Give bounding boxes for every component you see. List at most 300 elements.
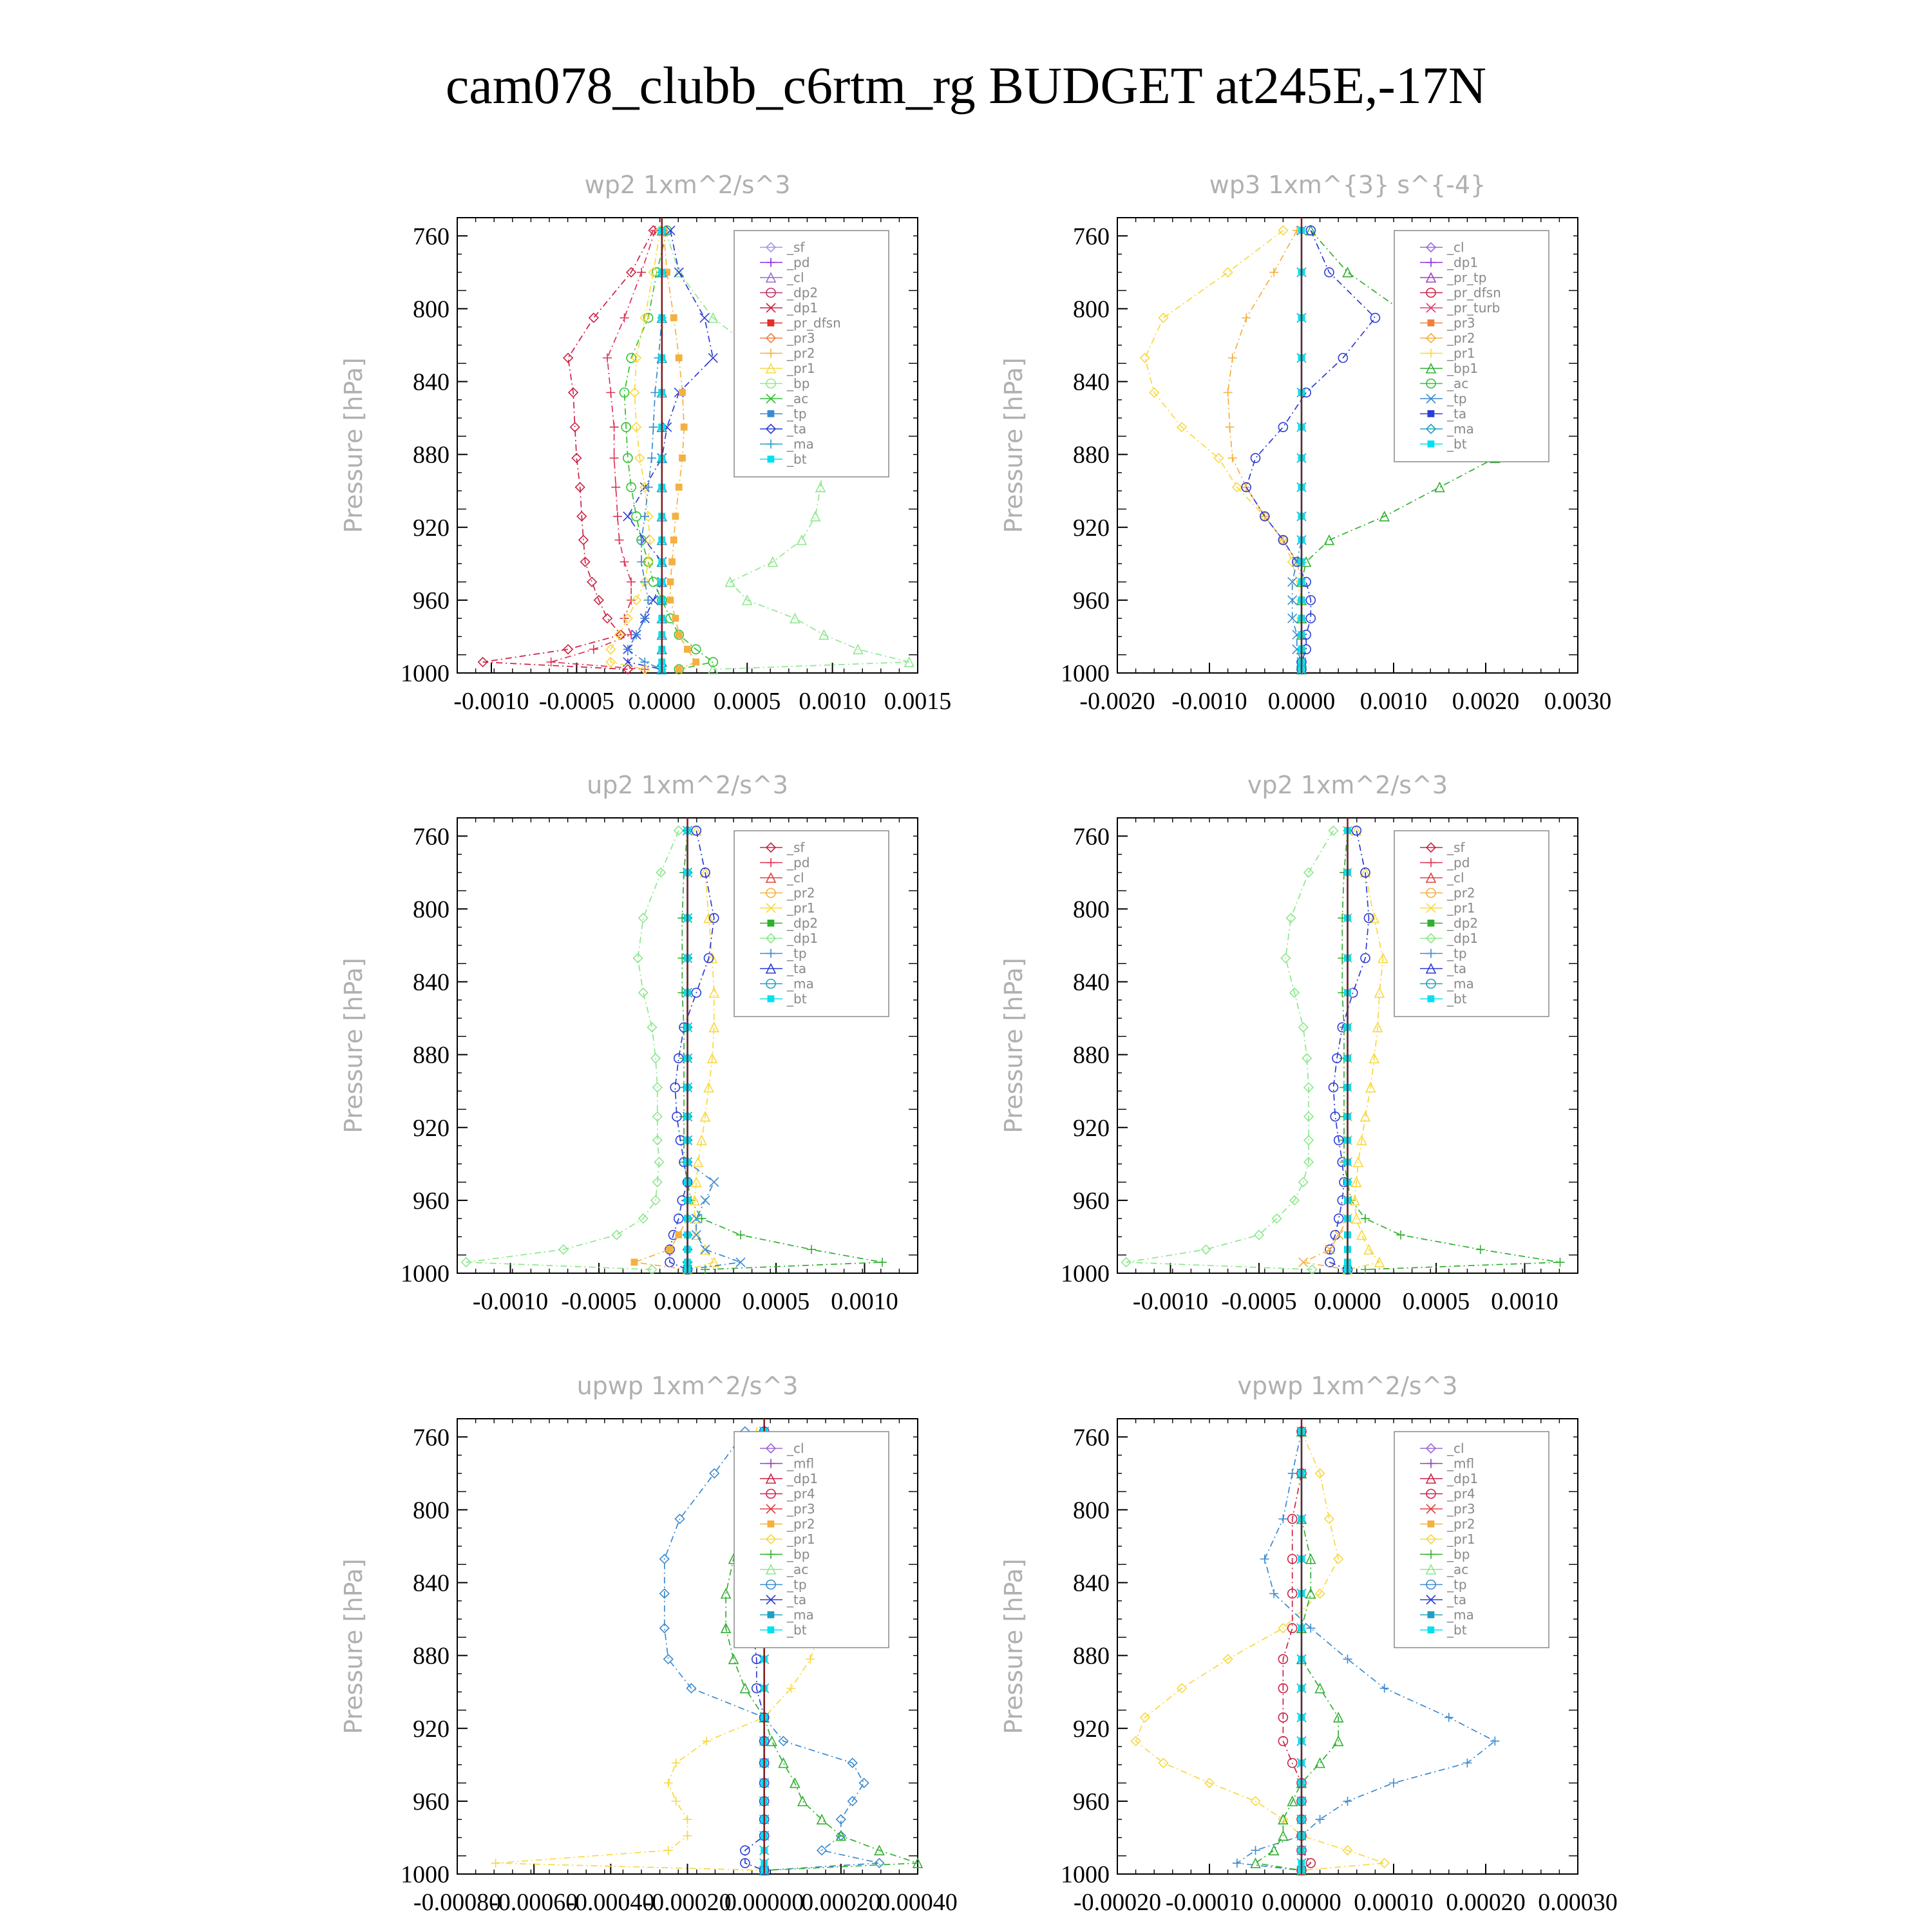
data-point (679, 389, 686, 395)
data-point (610, 453, 619, 462)
series-line (1256, 1432, 1339, 1871)
legend-label: _ma (1447, 976, 1474, 992)
legend-label: _cl (787, 270, 804, 285)
data-point (637, 268, 646, 277)
y-tick-label: 880 (1073, 1041, 1110, 1069)
x-tick-label: -0.00010 (1165, 1889, 1254, 1916)
x-tick-label: -0.0010 (1171, 688, 1247, 715)
legend-label: _dp2 (1447, 915, 1479, 931)
data-point (672, 1758, 681, 1767)
x-tick-label: -0.0020 (1079, 688, 1155, 715)
legend-label: _bt (787, 1622, 807, 1638)
y-tick-label: 840 (413, 368, 450, 396)
data-point (613, 512, 622, 521)
data-point (1435, 483, 1444, 492)
y-tick-label: 800 (1073, 896, 1110, 923)
y-tick-label: 840 (1073, 368, 1110, 396)
data-point (679, 455, 686, 461)
series-_pr2 (1224, 226, 1306, 674)
series-_ac (620, 226, 718, 674)
y-tick-label: 840 (413, 1569, 450, 1597)
y-tick-label: 1000 (401, 1861, 450, 1888)
data-point (860, 1779, 869, 1788)
y-tick-label: 960 (413, 1187, 450, 1215)
y-tick-label: 960 (1073, 587, 1110, 614)
data-point (1428, 996, 1434, 1002)
legend-label: _bt (1447, 991, 1467, 1007)
series-_tp (1288, 226, 1306, 674)
data-point (672, 513, 679, 520)
data-point (1233, 1859, 1242, 1868)
data-point (768, 1627, 774, 1633)
x-tick-label: 0.0000 (654, 1288, 721, 1315)
legend-label: _cl (787, 1441, 804, 1456)
x-tick-label: 0.0010 (1359, 688, 1428, 715)
series-_dp1 (1278, 1427, 1315, 1875)
data-point (768, 411, 774, 417)
x-tick-label: 0.00010 (1354, 1889, 1434, 1916)
chart-panel (339, 1372, 958, 1916)
data-point (1334, 1214, 1343, 1223)
legend-label: _pd (787, 254, 810, 270)
legend-label: _tp (787, 945, 807, 961)
data-point (807, 1245, 816, 1254)
data-point (1288, 1469, 1297, 1478)
data-point (676, 484, 682, 491)
data-point (664, 1846, 673, 1855)
legend-label: _pr3 (1447, 1501, 1475, 1517)
y-axis-label: Pressure [hPa] (999, 1558, 1028, 1734)
legend-label: _pr2 (1447, 1516, 1475, 1532)
data-point (644, 483, 653, 492)
y-tick-label: 920 (413, 514, 450, 542)
data-point (1428, 411, 1434, 417)
legend-label: _pr1 (1447, 1531, 1475, 1547)
y-tick-label: 1000 (1061, 1260, 1110, 1287)
page-title: cam078_clubb_c6rtm_rg BUDGET at245E,-17N (445, 56, 1487, 115)
data-point (612, 1231, 621, 1240)
data-point (768, 320, 774, 327)
series-_pr2 (660, 227, 699, 672)
data-point (1269, 1846, 1278, 1855)
legend-label: _pr3 (787, 330, 815, 346)
data-point (676, 355, 682, 361)
data-point (1556, 1258, 1565, 1267)
x-tick-label: -0.0010 (1132, 1288, 1209, 1315)
data-point (672, 615, 679, 621)
x-tick-label: 0.0020 (1452, 688, 1520, 715)
data-point (1224, 388, 1233, 397)
y-tick-label: 880 (1073, 441, 1110, 469)
data-point (623, 512, 632, 521)
legend-label: _pr2 (787, 885, 815, 901)
y-tick-label: 920 (1073, 1715, 1110, 1743)
y-tick-label: 800 (413, 896, 450, 923)
data-point (700, 314, 709, 323)
legend-label: _ta (787, 421, 807, 437)
data-point (797, 536, 806, 545)
series-_pr1 (1141, 226, 1306, 674)
legend-label: _sf (1447, 840, 1465, 855)
data-point (768, 1521, 774, 1528)
data-point (1428, 1627, 1434, 1633)
x-tick-label: -0.00020 (643, 1889, 732, 1916)
series-_pr1 (1343, 826, 1388, 1274)
y-tick-label: 880 (413, 1041, 450, 1069)
data-point (1428, 441, 1434, 448)
x-tick-label: -0.0005 (561, 1288, 637, 1315)
data-point (768, 996, 774, 1002)
data-point (1370, 314, 1379, 323)
y-axis-label: Pressure [hPa] (339, 958, 368, 1133)
data-point (1228, 354, 1237, 363)
data-point (603, 614, 612, 623)
x-tick-label: -0.0005 (538, 688, 614, 715)
data-point (798, 1797, 807, 1806)
data-point (1329, 826, 1338, 835)
data-point (741, 1684, 750, 1693)
data-point (603, 354, 612, 363)
data-point (647, 453, 656, 462)
x-tick-label: 0.0030 (1544, 688, 1612, 715)
data-point (710, 1469, 719, 1478)
data-point (667, 597, 674, 603)
legend-label: _dp1 (787, 931, 819, 946)
legend-label: _pr1 (1447, 345, 1475, 361)
legend-label: _pr_dfsn (787, 315, 841, 331)
data-point (1428, 1612, 1434, 1618)
data-point (1428, 1521, 1434, 1528)
legend-label: _bp1 (1447, 361, 1479, 376)
legend-label: _ta (1447, 1592, 1467, 1607)
series-_dp1 (462, 826, 683, 1274)
data-point (1299, 1023, 1308, 1032)
data-point (1225, 422, 1234, 431)
legend-label: _pr3 (1447, 315, 1475, 331)
y-tick-label: 760 (413, 823, 450, 851)
x-tick-label: 0.00020 (1446, 1889, 1526, 1916)
data-point (587, 578, 596, 587)
data-point (491, 1859, 500, 1868)
y-tick-label: 960 (413, 587, 450, 614)
legend-label: _cl (1447, 1441, 1464, 1456)
series-_ta (1325, 826, 1374, 1274)
data-point (1352, 826, 1361, 835)
series-_dp1 (1122, 826, 1338, 1274)
legend-label: _ma (787, 436, 814, 452)
x-tick-label: 0.0000 (628, 688, 696, 715)
y-tick-label: 920 (1073, 514, 1110, 542)
data-point (664, 1779, 673, 1788)
data-point (676, 632, 682, 638)
data-point (1278, 422, 1287, 431)
y-axis-label: Pressure [hPa] (999, 958, 1028, 1133)
data-point (768, 456, 774, 462)
y-tick-label: 920 (1073, 1114, 1110, 1142)
legend-label: _pr1 (787, 1531, 815, 1547)
series-line (466, 831, 679, 1270)
data-point (681, 424, 687, 430)
data-point (1202, 1245, 1211, 1254)
x-tick-label: 0.00020 (801, 1889, 881, 1916)
legend-label: _tp (1447, 391, 1467, 406)
legend-label: _bt (1447, 436, 1467, 452)
y-tick-label: 1000 (401, 660, 450, 687)
data-point (1269, 268, 1278, 277)
legend-label: _pr_dfsn (1447, 285, 1501, 301)
data-point (1316, 1815, 1325, 1824)
series-_ta (665, 826, 719, 1274)
legend-label: _cl (787, 870, 804, 886)
legend-label: _tp (1447, 945, 1467, 961)
data-point (611, 483, 620, 492)
series-_pr1 (683, 826, 719, 1274)
legend-label: _ac (1447, 1562, 1469, 1577)
data-point (1316, 1684, 1325, 1693)
data-point (667, 1246, 673, 1253)
legend-label: _ac (787, 391, 809, 406)
legend-label: _pr2 (1447, 330, 1475, 346)
data-point (589, 645, 598, 654)
data-point (640, 578, 649, 587)
legend-label: _dp1 (1447, 931, 1479, 946)
legend-label: _dp2 (787, 915, 819, 931)
y-tick-label: 880 (413, 441, 450, 469)
legend-label: _dp1 (1447, 1471, 1479, 1486)
panel-title: upwp 1xm^2/s^3 (576, 1372, 799, 1400)
data-point (606, 388, 615, 397)
series-line (1348, 831, 1383, 1270)
data-point (1306, 226, 1315, 235)
data-point (627, 578, 636, 587)
series-_ta (1242, 226, 1379, 674)
y-tick-label: 960 (1073, 1187, 1110, 1215)
x-tick-label: -0.00020 (1073, 1889, 1162, 1916)
data-point (1242, 314, 1251, 323)
y-tick-label: 1000 (1061, 660, 1110, 687)
data-point (672, 1797, 681, 1806)
data-point (667, 579, 674, 585)
series-_pr1 (606, 226, 665, 674)
y-tick-label: 760 (1073, 823, 1110, 851)
data-point (649, 422, 658, 431)
data-point (676, 666, 682, 672)
x-tick-label: 0.00000 (1262, 1889, 1341, 1916)
data-point (1444, 1713, 1454, 1722)
y-tick-label: 800 (413, 296, 450, 323)
data-point (708, 354, 717, 363)
legend-label: _ta (1447, 961, 1467, 976)
data-point (1343, 268, 1352, 277)
data-point (1228, 453, 1237, 462)
y-tick-label: 840 (1073, 969, 1110, 996)
legend-label: _ma (1447, 421, 1474, 437)
legend-label: _mfl (787, 1455, 815, 1472)
legend-label: _pd (1447, 855, 1470, 871)
legend-label: _pr2 (787, 345, 815, 361)
x-tick-label: 0.00000 (724, 1889, 804, 1916)
series-line (1145, 231, 1302, 670)
series-line (1303, 831, 1348, 1270)
data-point (702, 1737, 711, 1746)
legend-label: _pr1 (1447, 900, 1475, 916)
data-point (768, 1612, 774, 1618)
data-point (620, 314, 629, 323)
series-line (688, 831, 741, 1270)
series-_pr1 (1132, 1427, 1389, 1875)
chart-panel (999, 771, 1578, 1315)
y-tick-label: 960 (1073, 1788, 1110, 1815)
legend-label: _ma (1447, 1607, 1474, 1623)
y-tick-label: 840 (1073, 1569, 1110, 1597)
legend-label: _tp (1447, 1577, 1467, 1593)
series-_tp (623, 226, 667, 674)
data-point (692, 826, 701, 835)
legend-label: _pr1 (787, 361, 815, 376)
data-point (670, 315, 677, 321)
data-point (1251, 453, 1260, 462)
x-tick-label: 0.00030 (1538, 1889, 1618, 1916)
legend-label: _tp (787, 1577, 807, 1593)
x-tick-label: 0.0010 (1491, 1288, 1558, 1315)
y-axis-label: Pressure [hPa] (999, 357, 1028, 533)
x-tick-label: -0.00060 (490, 1889, 578, 1916)
legend-label: _sf (787, 840, 805, 855)
data-point (1428, 920, 1434, 927)
data-point (1389, 1779, 1398, 1788)
data-point (1278, 1515, 1287, 1524)
y-tick-label: 920 (413, 1715, 450, 1743)
data-point (1476, 1245, 1485, 1254)
data-point (736, 1258, 745, 1267)
x-tick-label: 0.0015 (884, 688, 952, 715)
data-point (1361, 1214, 1370, 1223)
series-_bp (1251, 1427, 1343, 1875)
legend-label: _bt (787, 451, 807, 467)
y-tick-label: 920 (413, 1114, 450, 1142)
chart-panel (339, 171, 951, 715)
data-point (639, 914, 648, 923)
series-_dp1 (547, 226, 660, 674)
chart-panel (339, 771, 918, 1315)
legend-label: _pd (787, 855, 810, 871)
data-point (1396, 1231, 1405, 1240)
x-tick-label: -0.00040 (567, 1889, 655, 1916)
legend-label: _bp (787, 1546, 810, 1562)
chart-panel (999, 1372, 1618, 1916)
data-point (683, 1815, 692, 1824)
data-point (674, 268, 683, 277)
data-point (610, 422, 619, 431)
legend-label: _ac (787, 1562, 809, 1577)
legend-label: _pr3 (787, 1501, 815, 1517)
y-axis-label: Pressure [hPa] (339, 1558, 368, 1734)
y-tick-label: 960 (413, 1788, 450, 1815)
legend-label: _sf (787, 240, 805, 255)
legend-label: _tp (787, 406, 807, 422)
legend-label: _ma (787, 1607, 814, 1623)
legend-label: _cl (1447, 240, 1464, 255)
legend-label: _dp2 (787, 285, 819, 301)
data-point (693, 659, 699, 665)
x-tick-label: 0.00040 (878, 1889, 958, 1916)
y-tick-label: 760 (1073, 1424, 1110, 1452)
y-axis-label: Pressure [hPa] (339, 357, 368, 533)
y-tick-label: 800 (1073, 296, 1110, 323)
chart-panel (999, 171, 1611, 715)
legend-label: _ta (787, 961, 807, 976)
data-point (676, 1232, 682, 1238)
x-tick-label: 0.0010 (799, 688, 866, 715)
x-tick-label: -0.0005 (1221, 1288, 1297, 1315)
legend-label: _dp1 (787, 300, 819, 316)
data-point (1343, 1797, 1352, 1806)
data-point (685, 646, 691, 652)
y-tick-label: 1000 (1061, 1861, 1110, 1888)
legend-label: _pr2 (787, 1516, 815, 1532)
y-tick-label: 760 (1073, 223, 1110, 251)
legend-label: _ac (1447, 375, 1469, 392)
data-point (670, 537, 677, 544)
data-point (701, 1196, 710, 1205)
legend-label: _ta (787, 1592, 807, 1607)
x-tick-label: 0.0005 (742, 1288, 810, 1315)
series-line (1126, 831, 1334, 1270)
data-point (736, 1231, 745, 1240)
series-line (1246, 231, 1375, 670)
data-point (701, 1245, 710, 1254)
data-point (768, 920, 774, 927)
data-point (692, 1231, 701, 1240)
legend-label: _ma (787, 976, 814, 992)
x-tick-label: 0.0000 (1267, 688, 1336, 715)
data-point (1278, 226, 1287, 235)
legend-label: _cl (1447, 870, 1464, 886)
panel-title: wp3 1xm^{3} s^{-4} (1209, 171, 1486, 199)
panel-title: wp2 1xm^2/s^3 (584, 171, 791, 199)
series-line (1228, 231, 1302, 670)
y-tick-label: 800 (1073, 1497, 1110, 1524)
data-point (620, 614, 629, 623)
legend-label: _bt (1447, 1622, 1467, 1638)
series-_pr2 (1299, 826, 1352, 1274)
y-tick-label: 800 (413, 1497, 450, 1524)
data-point (1428, 320, 1434, 327)
y-tick-label: 760 (413, 1424, 450, 1452)
x-tick-label: 0.0000 (1314, 1288, 1381, 1315)
y-tick-label: 880 (1073, 1642, 1110, 1670)
data-point (1325, 1515, 1334, 1524)
data-point (806, 1654, 815, 1663)
y-tick-label: 1000 (401, 1260, 450, 1287)
x-tick-label: -0.0010 (472, 1288, 549, 1315)
data-point (710, 1178, 719, 1187)
legend-label: _pr4 (1447, 1486, 1475, 1502)
data-point (878, 1258, 887, 1267)
data-point (1380, 1684, 1389, 1693)
data-point (579, 536, 588, 545)
data-point (1358, 1231, 1367, 1240)
legend-label: _bt (787, 991, 807, 1007)
y-tick-label: 880 (413, 1642, 450, 1670)
series-_dp2 (478, 226, 658, 674)
legend-label: _pr_turb (1447, 300, 1501, 316)
data-point (1224, 268, 1233, 277)
y-tick-label: 840 (413, 969, 450, 996)
data-point (631, 1259, 638, 1265)
data-point (620, 557, 629, 566)
data-point (615, 536, 624, 545)
